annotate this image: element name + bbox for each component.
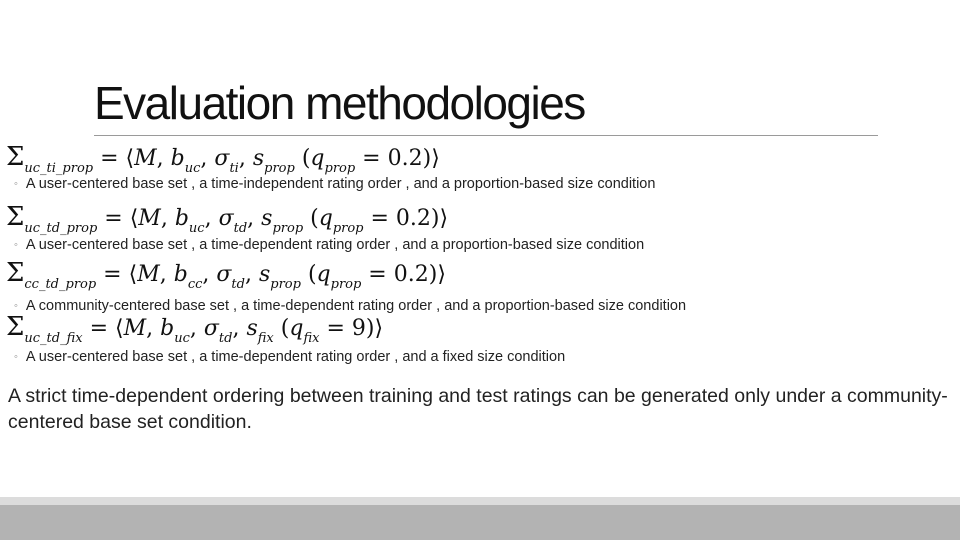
order-subscript: td [233, 221, 248, 236]
footer-band-light [0, 497, 960, 505]
base-symbol: b [173, 262, 188, 287]
conclusion-text: A strict time-dependent ordering between training and test ratings can be generated only under a community-centered base set condition. [8, 385, 948, 433]
bullet-text: A user-centered base set , a time-dependent rating order , and a fixed size condition [25, 349, 566, 365]
bullet-marker: ◦ [14, 351, 18, 363]
q-subscript: prop [324, 161, 356, 176]
bullet-text: A community-centered base set , a time-dependent rating order , and a proportion-based size condition [25, 298, 687, 314]
sigma-symbol: Σ [6, 258, 25, 288]
size-symbol: s [261, 206, 273, 231]
base-subscript: uc [184, 161, 201, 176]
sigma-subscript: uc_td_fix [24, 331, 83, 346]
q-value: 0.2 [393, 262, 429, 287]
sigma-symbol: Σ [6, 142, 25, 172]
footer-band-dark [0, 505, 960, 540]
bullet-text: A user-centered base set , a time-dependent rating order , and a proportion-based size condition [25, 237, 645, 253]
q-subscript: fix [303, 331, 320, 346]
base-symbol: b [174, 206, 189, 231]
sigma-symbol: Σ [6, 312, 25, 342]
base-subscript: cc [187, 277, 203, 292]
size-symbol: s [258, 262, 271, 287]
bullet-text: A user-centered base set , a time-independent rating order , and a proportion-based size condition [25, 176, 656, 192]
bullet-marker: ◦ [14, 178, 18, 190]
bullet-item [14, 298, 686, 314]
bullet-item [14, 176, 655, 192]
title-divider [94, 135, 878, 136]
sigma-subscript: cc_td_prop [24, 277, 97, 292]
q-subscript: prop [330, 277, 362, 292]
bullet-marker: ◦ [14, 239, 18, 251]
size-subscript: prop [270, 277, 301, 292]
base-symbol: b [160, 316, 175, 341]
bullet-item [14, 237, 644, 253]
formula-uc-ti-prop: $\Sigma_{uc\_ti\_prop}$ = ⟨M, $b_{uc}$, $\sigma_{ti}$, $s_{prop}$ ($q_{prop}$ = 0.2)⟩ [6, 142, 440, 176]
order-subscript: td [218, 331, 233, 346]
base-symbol: b [170, 146, 185, 171]
q-subscript: prop [332, 221, 364, 236]
q-value: 0.2 [387, 146, 423, 171]
bullet-marker: ◦ [14, 300, 18, 312]
bullet-item [14, 349, 565, 365]
sigma-subscript: uc_ti_prop [24, 161, 94, 176]
size-symbol: s [246, 316, 258, 341]
size-subscript: prop [272, 221, 304, 236]
formula-uc-td-prop: $\Sigma_{uc\_td\_prop}$ = ⟨M, $b_{uc}$, $\sigma_{td}$, $s_{prop}$ ($q_{prop}$ = 0.2)⟩ [6, 202, 449, 236]
sigma-symbol: Σ [6, 202, 25, 232]
base-subscript: uc [174, 331, 190, 346]
formula-cc-td-prop: $\Sigma_{cc\_td\_prop}$ = ⟨M, $b_{cc}$, $\sigma_{td}$, $s_{prop}$ ($q_{prop}$ = 0.2)⟩ [6, 258, 446, 292]
q-value: 9 [351, 316, 366, 341]
size-subscript: fix [257, 331, 274, 346]
sigma-subscript: uc_td_prop [24, 221, 98, 236]
slide-title: Evaluation methodologies [94, 77, 585, 129]
base-subscript: uc [188, 221, 205, 236]
q-value: 0.2 [395, 206, 431, 231]
size-symbol: s [252, 146, 265, 171]
size-subscript: prop [264, 161, 295, 176]
order-subscript: td [231, 277, 245, 292]
formula-uc-td-fix: $\Sigma_{uc\_td\_fix}$ = ⟨M, $b_{uc}$, $\sigma_{td}$, $s_{fix}$ ($q_{fix}$ = 9)⟩ [6, 312, 384, 346]
order-subscript: ti [229, 161, 239, 176]
